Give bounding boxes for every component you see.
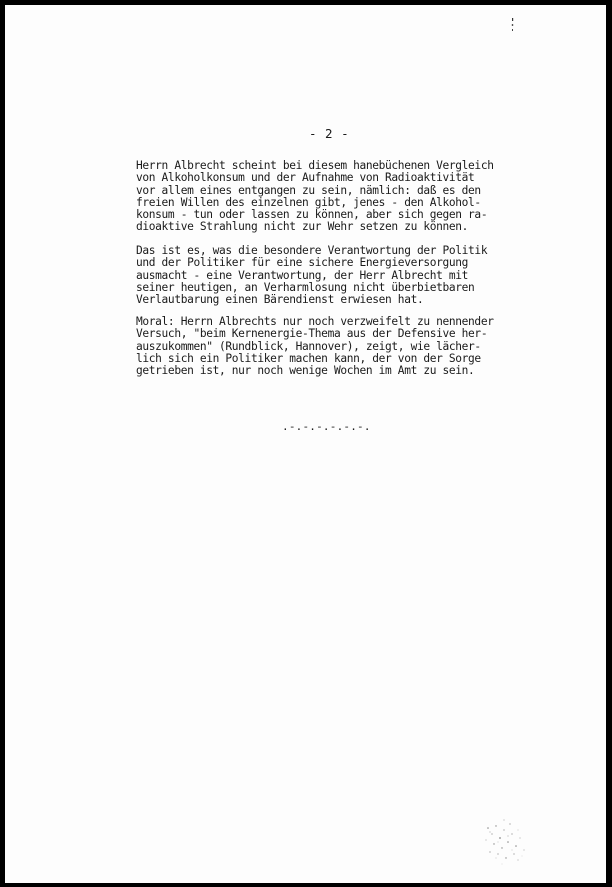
end-separator: .-.-.-.-.-.-. <box>282 420 371 433</box>
page-number: - 2 - <box>309 126 350 141</box>
scan-noise <box>478 808 542 868</box>
paragraph-responsibility: Das ist es, was die besondere Verantwortung der Politik und der Politiker für eine sichere Energieversorgung ausmacht - eine Verantwortung, der Herr Albrecht mit seiner heutigen, an Verharmlosung nicht überbietbaren Verlautbarung einen Bärendienst erwiesen hat. <box>136 244 488 307</box>
paragraph-albrecht-comparison: Herrn Albrecht scheint bei diesem hanebüchenen Vergleich von Alkoholkonsum und der Aufnahme von Radioaktivität vor allem eines entgangen zu sein, nämlich: daß es den freien Willen des einzelnen gibt, jenes - den Alkohol- konsum - tun oder lassen zu können, aber sich gegen ra- dioaktive Strahlung nicht zur Wehr setzen zu können. <box>136 159 494 234</box>
paragraph-moral: Moral: Herrn Albrechts nur noch verzweifelt zu nennender Versuch, "beim Kernenergie-Thema aus der Defensive her- auszukommen" (Rundblick, Hannover), zeigt, wie lächer- lich sich ein Politiker machen kann, der von der Sorge getrieben ist, nur noch wenige Wochen im Amt zu sein. <box>136 315 494 378</box>
scan-speck <box>511 18 514 32</box>
